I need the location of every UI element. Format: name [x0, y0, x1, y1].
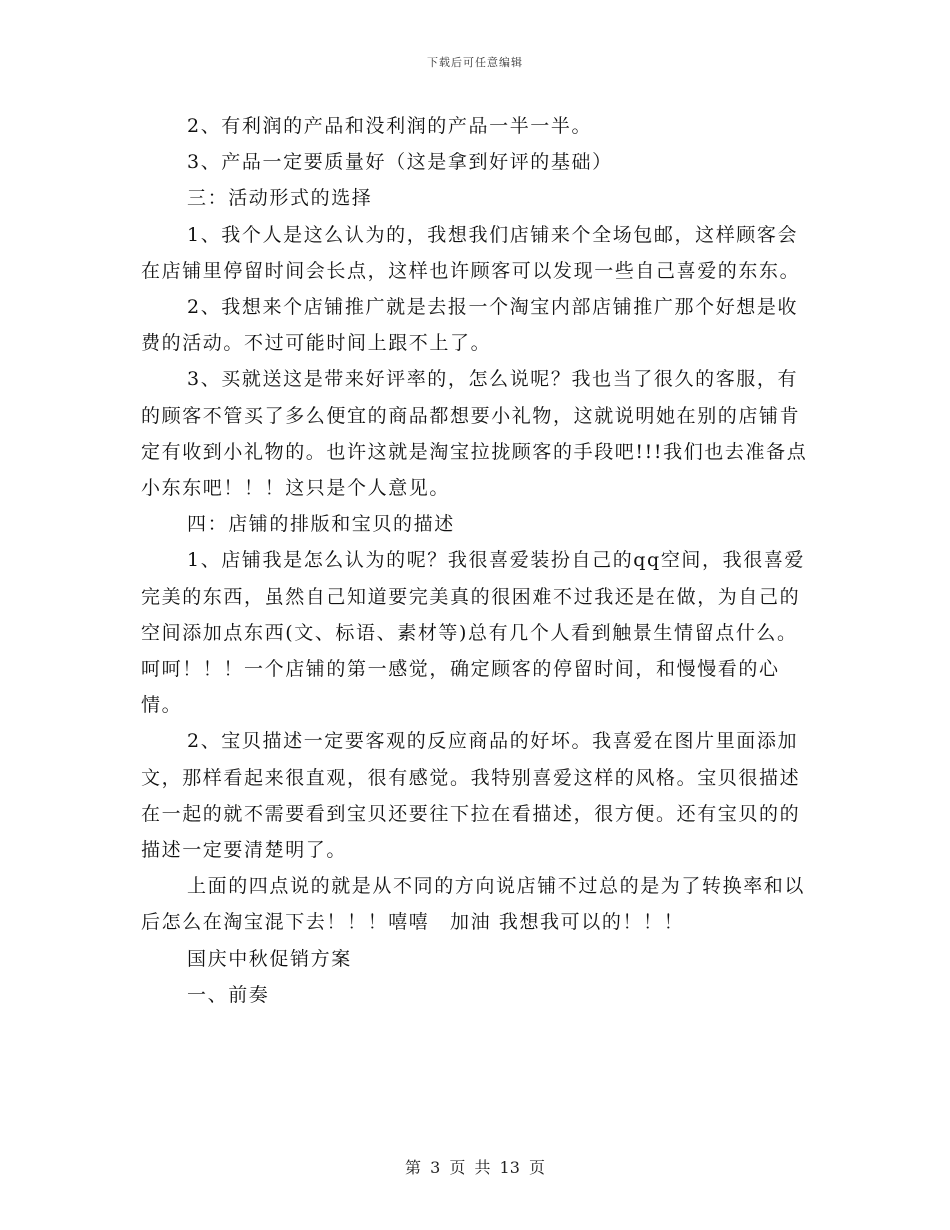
paragraph: 2、宝贝描述一定要客观的反应商品的好坏。我喜爱在图片里面添加文，那样看起来很直观，很有感觉。我特别喜爱这样的风格。宝贝很描述在一起的就不需要看到宝贝还要往下拉在看描述，很方便。还有宝贝的的描述一定要清楚明了。	[141, 730, 801, 862]
section-heading: 三：活动形式的选择	[187, 187, 373, 210]
section-heading: 国庆中秋促销方案	[187, 947, 352, 970]
document-body	[141, 108, 811, 1013]
paragraph: 3、买就送这是带来好评率的，怎么说呢？我也当了很久的客服，有的顾客不管买了多么便宜的商品都想要小礼物，这就说明她在别的店铺肯定有收到小礼物的。也许这就是淘宝拉拢顾客的手段吧!!!我们也去准备点小东东吧！！！这只是个人意见。	[141, 368, 808, 500]
paragraph: 1、店铺我是怎么认为的呢？我很喜爱装扮自己的qq空间，我很喜爱完美的东西，虽然自己知道要完美真的很困难不过我还是在做，为自己的空间添加点东西(文、标语、素材等)总有几个人看到触景生情留点什么。呵呵！！！一个店铺的第一感觉，确定顾客的停留时间，和慢慢看的心情。	[141, 549, 806, 717]
page-header: 下载后可任意编辑	[427, 56, 523, 69]
page-footer: 第 3 页 共 13 页	[405, 1158, 545, 1177]
section-heading: 一、前奏	[187, 983, 270, 1006]
paragraph: 上面的四点说的就是从不同的方向说店铺不过总的是为了转换率和以后怎么在淘宝混下去！！！嘻嘻 加油 我想我可以的！！！	[141, 875, 806, 934]
paragraph: 2、有利润的产品和没利润的产品一半一半。	[187, 115, 593, 137]
section-heading: 四：店铺的排版和宝贝的描述	[187, 513, 455, 536]
paragraph: 1、我个人是这么认为的，我想我们店铺来个全场包邮，这样顾客会在店铺里停留时间会长点，这样也许顾客可以发现一些自己喜爱的东东。	[141, 223, 801, 282]
paragraph: 2、我想来个店铺推广就是去报一个淘宝内部店铺推广那个好想是收费的活动。不过可能时间上跟不上了。	[141, 296, 799, 355]
paragraph: 3、产品一定要质量好（这是拿到好评的基础）	[187, 151, 613, 174]
